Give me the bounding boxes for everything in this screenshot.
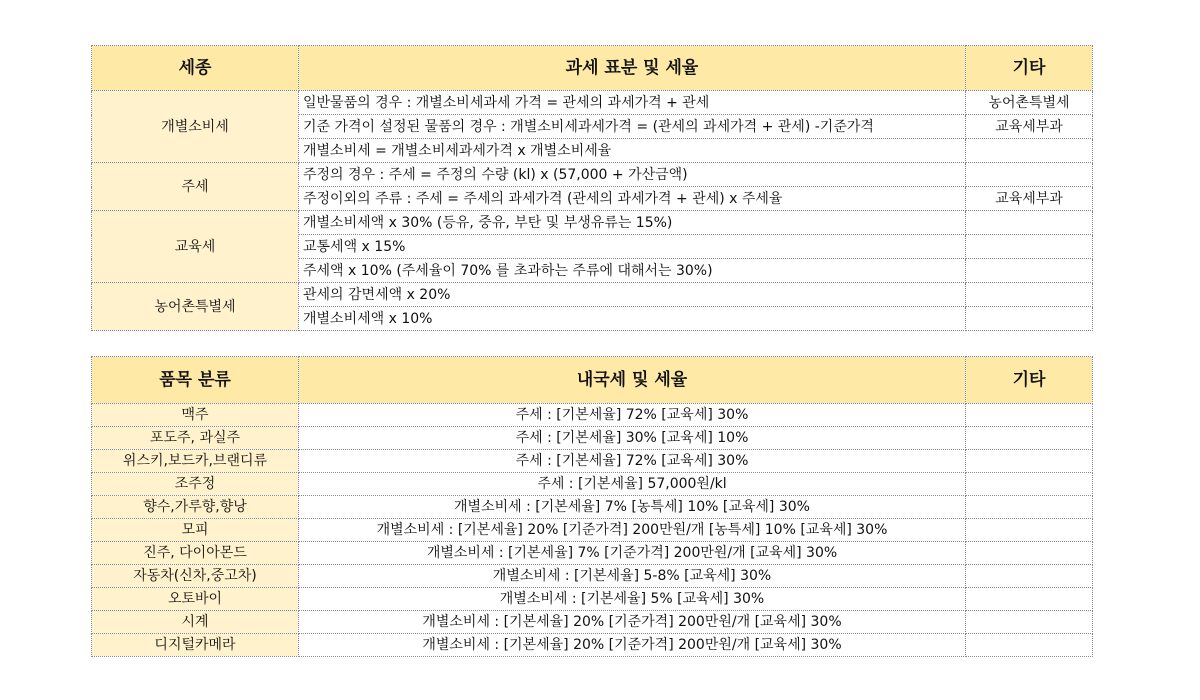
category-cell: 교육세 [92, 211, 299, 283]
item-cell: 포도주, 과실주 [92, 427, 299, 450]
desc-cell: 관세의 감면세액 x 20% [299, 283, 966, 307]
table-row [92, 91, 1093, 115]
note-cell [966, 588, 1093, 611]
item-cell: 향수,가루향,향낭 [92, 496, 299, 519]
category-cell: 주세 [92, 163, 299, 211]
note-cell: 교육세부과 [966, 187, 1093, 211]
table-row [92, 519, 1093, 542]
note-cell: 교육세부과 [966, 115, 1093, 139]
category-cell: 농어촌특별세 [92, 283, 299, 331]
note-cell [966, 427, 1093, 450]
note-cell [966, 163, 1093, 187]
table-row [92, 163, 1093, 187]
desc-cell: 개별소비세액 x 30% (등유, 중유, 부탄 및 부생유류는 15%) [299, 211, 966, 235]
item-tax-table [91, 356, 1093, 657]
tax-cell: 개별소비세 : [기본세율] 7% [농특세] 10% [교육세] 30% [299, 496, 966, 519]
desc-cell: 일반물품의 경우 : 개별소비세과세 가격 = 관세의 과세가격 + 관세 [299, 91, 966, 115]
table-row [92, 211, 1093, 235]
desc-cell: 주정이외의 주류 : 주세 = 주세의 과세가격 (관세의 과세가격 + 관세) x 주세율 [299, 187, 966, 211]
desc-cell: 교통세액 x 15% [299, 235, 966, 259]
header-tax-type: 세종 [92, 46, 299, 91]
note-cell [966, 139, 1093, 163]
item-cell: 오토바이 [92, 588, 299, 611]
note-cell: 농어촌특별세 [966, 91, 1093, 115]
tax-cell: 주세 : [기본세율] 57,000원/kl [299, 473, 966, 496]
table-row [92, 283, 1093, 307]
tax-basis-table [91, 45, 1093, 331]
header-other: 기타 [966, 46, 1093, 91]
desc-cell: 개별소비세액 x 10% [299, 307, 966, 331]
header-item-category: 품목 분류 [92, 357, 299, 404]
item-cell: 디지털카메라 [92, 634, 299, 657]
item-cell: 조주정 [92, 473, 299, 496]
note-cell [966, 634, 1093, 657]
desc-cell: 주정의 경우 : 주세 = 주정의 수량 (kl) x (57,000 + 가산금액) [299, 163, 966, 187]
item-cell: 시계 [92, 611, 299, 634]
table-row [92, 473, 1093, 496]
note-cell [966, 211, 1093, 235]
header-row [92, 357, 1093, 404]
tax-cell: 개별소비세 : [기본세율] 7% [기준가격] 200만원/개 [교육세] 30% [299, 542, 966, 565]
note-cell [966, 235, 1093, 259]
note-cell [966, 519, 1093, 542]
table-row [92, 588, 1093, 611]
item-cell: 진주, 다이아몬드 [92, 542, 299, 565]
note-cell [966, 542, 1093, 565]
table-row [92, 496, 1093, 519]
item-cell: 자동차(신차,중고차) [92, 565, 299, 588]
table-row [92, 542, 1093, 565]
tax-cell: 개별소비세 : [기본세율] 20% [기준가격] 200만원/개 [농특세] 10% [교육세] 30% [299, 519, 966, 542]
tax-cell: 주세 : [기본세율] 30% [교육세] 10% [299, 427, 966, 450]
table-row [92, 427, 1093, 450]
tax-cell: 개별소비세 : [기본세율] 5% [교육세] 30% [299, 588, 966, 611]
table-row [92, 404, 1093, 427]
note-cell [966, 450, 1093, 473]
note-cell [966, 259, 1093, 283]
table-row [92, 611, 1093, 634]
table-row [92, 565, 1093, 588]
tax-cell: 주세 : [기본세율] 72% [교육세] 30% [299, 450, 966, 473]
item-cell: 맥주 [92, 404, 299, 427]
desc-cell: 기준 가격이 설정된 물품의 경우 : 개별소비세과세가격 = (관세의 과세가격 + 관세) -기준가격 [299, 115, 966, 139]
header-domestic-tax: 내국세 및 세율 [299, 357, 966, 404]
table-row [92, 634, 1093, 657]
note-cell [966, 611, 1093, 634]
note-cell [966, 283, 1093, 307]
note-cell [966, 496, 1093, 519]
tax-cell: 주세 : [기본세율] 72% [교육세] 30% [299, 404, 966, 427]
table-row [92, 450, 1093, 473]
desc-cell: 주세액 x 10% (주세율이 70% 를 초과하는 주류에 대해서는 30%) [299, 259, 966, 283]
item-cell: 위스키,보드카,브랜디류 [92, 450, 299, 473]
header-other: 기타 [966, 357, 1093, 404]
header-row [92, 46, 1093, 91]
note-cell [966, 307, 1093, 331]
note-cell [966, 473, 1093, 496]
item-cell: 모피 [92, 519, 299, 542]
tax-cell: 개별소비세 : [기본세율] 5-8% [교육세] 30% [299, 565, 966, 588]
desc-cell: 개별소비세 = 개별소비세과세가격 x 개별소비세율 [299, 139, 966, 163]
note-cell [966, 404, 1093, 427]
header-tax-basis: 과세 표분 및 세율 [299, 46, 966, 91]
category-cell: 개별소비세 [92, 91, 299, 163]
note-cell [966, 565, 1093, 588]
tax-cell: 개별소비세 : [기본세율] 20% [기준가격] 200만원/개 [교육세] 30% [299, 611, 966, 634]
tax-cell: 개별소비세 : [기본세율] 20% [기준가격] 200만원/개 [교육세] 30% [299, 634, 966, 657]
